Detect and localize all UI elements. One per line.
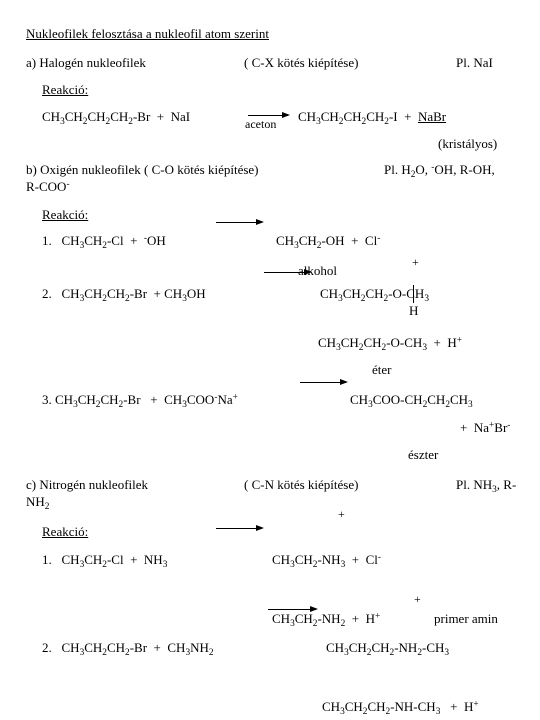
section-b-r2-right: $CH_3CH_2CH_2-O-CH_3$ [320, 286, 429, 304]
section-c-r1-plus: + [338, 507, 345, 521]
section-b-r2-left: 2. $CH_3CH_2CH_2-Br + CH_3OH$ [42, 286, 206, 304]
section-a-reactant: $CH_3CH_2CH_2CH_2-Br$ + NaI [42, 109, 191, 127]
section-a-heading: a) Halogén nukleofilek [26, 55, 146, 70]
section-c-r2-right: $CH_3CH_2CH_2-NH_2-CH_3$ [326, 640, 450, 658]
section-b-r2-bond-line [413, 285, 414, 303]
section-a-condition: aceton [245, 117, 277, 131]
section-b-r2-h: H [409, 303, 419, 318]
section-c-r1-product: $CH_3CH_2-NH_2 + H^+$ [272, 611, 381, 629]
section-b-arrow-1 [216, 222, 262, 223]
page-title: Nukleofilek felosztása a nukleofil atom szerint [26, 26, 269, 41]
section-c-r1b-plus: + [414, 592, 421, 606]
section-a-example: Pl. NaI [456, 55, 493, 70]
section-b-example: Pl. $H_2O$, -OH, R-OH, [384, 162, 495, 180]
section-b-reaction-label: Reakció: [42, 207, 89, 222]
section-c-r2-product: $CH_3CH_2CH_2-NH-CH_3 + H^+$ [322, 699, 479, 717]
section-c-reaction-label: Reakció: [42, 524, 89, 539]
section-c-r1-left: 1. $CH_3CH_2-Cl + NH_3$ [42, 552, 168, 570]
section-b-r1-left: 1. $CH_3CH_2-Cl + ^-OH$ [42, 233, 166, 251]
section-a-product: $CH_3CH_2CH_2CH_2-I$ + NaBr [298, 109, 447, 127]
section-a-byproduct: NaBr [417, 109, 447, 124]
section-c-heading: c) Nitrogén nukleofilek [26, 477, 149, 492]
section-c-r1-name: primer amin [434, 611, 498, 626]
section-b-r3-byproduct: + Na+Br- [460, 420, 511, 435]
section-c-arrow-2 [268, 609, 316, 610]
section-c-bond: ( C-N kötés kiépítése) [244, 477, 359, 492]
section-b-r3-left: 3. $CH_3CH_2CH_2-Br + CH_3COO^-Na^+$ [42, 392, 238, 410]
section-c-heading-cont: $NH_2$ [26, 494, 50, 512]
section-c-r1-right: $CH_3CH_2-NH_3 + Cl^-$ [272, 552, 381, 570]
section-b-r2-condition: alkohol [298, 263, 337, 278]
section-a-note: (kristályos) [438, 136, 498, 151]
section-c-example: Pl. $NH_3$, R- [456, 477, 517, 495]
section-b-arrow-3 [300, 382, 346, 383]
section-b-r1-right: $CH_3CH_2-OH + Cl^-$ [276, 233, 381, 251]
section-b-r2-product: $CH_3CH_2CH_2-O-CH_3 + H^+$ [318, 335, 462, 353]
section-a-reaction-label: Reakció: [42, 82, 89, 97]
section-b-r2-name: éter [372, 362, 392, 377]
section-a-arrow [248, 115, 288, 116]
section-b-heading: b) Oxigén nukleofilek ( C-O kötés kiépítése) [26, 162, 259, 177]
section-c-r2-left: 2. $CH_3CH_2CH_2-Br + CH_3NH_2$ [42, 640, 214, 658]
section-b-r2-plus: + [412, 255, 419, 269]
section-b-r3-right: $CH_3COO-CH_2CH_2CH_3$ [350, 392, 473, 410]
section-a-bond: ( C-X kötés kiépítése) [244, 55, 359, 70]
section-b-r3-name: észter [408, 447, 439, 462]
section-b-heading-cont: R-COO- [26, 179, 70, 194]
section-c-arrow-1 [216, 528, 262, 529]
